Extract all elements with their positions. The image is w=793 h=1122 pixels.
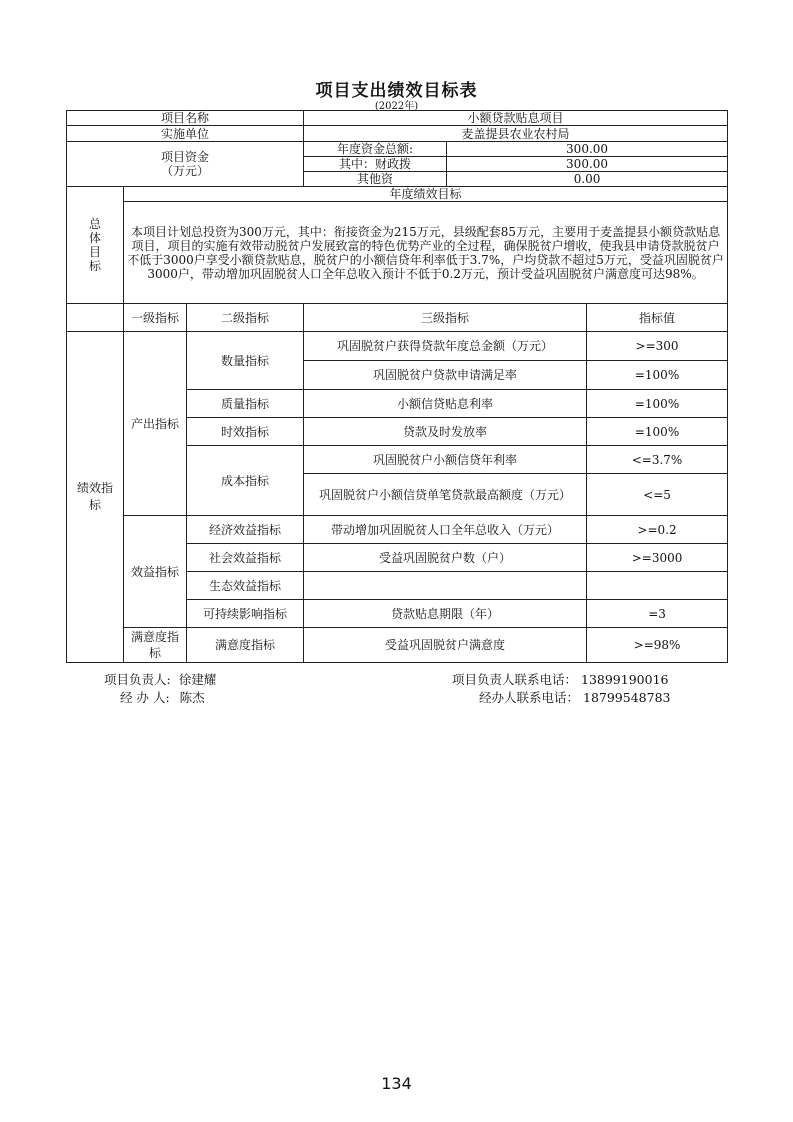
funds-other-label: 其他资 [304,172,447,187]
ecological-sub-label: 生态效益指标 [187,572,304,600]
page-title: 项目支出绩效目标表 [315,81,478,101]
funds-fiscal-value: 300.00 [447,157,728,172]
indicator-name: 巩固脱贫户贷款申请满足率 [304,361,587,390]
overall-header-row [67,187,728,202]
benefit-group-label: 效益指标 [124,516,187,628]
handler-phone-label: 经办人联系电话： [479,690,580,705]
indicator-value: >=0.2 [587,516,728,544]
performance-target-table [66,110,728,663]
table-row [67,516,728,544]
indicator-name: 巩固脱贫户小额信贷单笔贷款最高额度（万元） [304,474,587,516]
unit-label: 实施单位 [67,126,304,142]
overall-target-header: 年度绩效目标 [124,187,728,202]
indicator-value: =100% [587,418,728,446]
indicator-name: 带动增加巩固脱贫人口全年总收入（万元） [304,516,587,544]
indicator-name: 贷款及时发放率 [304,418,587,446]
indicator-name: 巩固脱贫户小额信贷年利率 [304,446,587,474]
blank-header-cell [67,304,124,332]
funds-total-value: 300.00 [447,142,728,157]
project-name-row [67,111,728,126]
level3-header: 三级指标 [304,304,587,332]
satisfaction-sub-label: 满意度指标 [187,628,304,663]
social-sub-label: 社会效益指标 [187,544,304,572]
indicator-value: <=3.7% [587,446,728,474]
leader-phone-line [452,670,668,688]
indicator-value: =3 [587,600,728,628]
funds-total-row [67,142,728,157]
page-number: 134 [381,1074,412,1093]
economic-sub-label: 经济效益指标 [187,516,304,544]
column-header-row [67,304,728,332]
indicator-name: 受益巩固脱贫户数（户） [304,544,587,572]
project-name-value: 小额贷款贴息项目 [304,111,728,126]
indicator-value: >=98% [587,628,728,663]
output-group-label: 产出指标 [124,332,187,516]
year-label: (2022年) [374,101,419,112]
indicator-value [587,572,728,600]
unit-value: 麦盖提县农业农村局 [304,126,728,142]
funds-unit: （万元） [161,164,210,178]
handler-name: 陈杰 [179,690,205,705]
indicator-value: <=5 [587,474,728,516]
overall-char-2: 体 [88,231,101,245]
indicator-section-label [67,332,124,663]
indicator-name [304,572,587,600]
cost-sub-label: 成本指标 [187,446,304,516]
funds-label: 项目资金 [161,150,210,164]
indicator-value: =100% [587,361,728,390]
table-row [67,332,728,361]
project-name-label: 项目名称 [67,111,304,126]
level1-header: 一级指标 [124,304,187,332]
sustainable-sub-label: 可持续影响指标 [187,600,304,628]
leader-phone: 13899190016 [581,672,669,687]
overall-target-text: 本项目计划总投资为300万元，其中：衔接资金为215万元，县级配套85万元，主要用于麦盖提县小额贷款贴息项目，项目的实施有效带动脱贫户发展致富的特色优势产业的全过程，确保脱贫户增收，使我县申请贷款脱贫户不低于3000户享受小额贷款贴息，脱贫户的小额信贷年利率低于3.7%，户均贷款不超过5万元，受益巩固脱贫户3000户，带动增加巩固脱贫人口全年总收入预计不低于0.2万元，预计受益巩固脱贫户满意度可达98%。 [124,202,728,304]
value-header: 指标值 [587,304,728,332]
indicator-name: 受益巩固脱贫户满意度 [304,628,587,663]
funds-other-value: 0.00 [447,172,728,187]
leader-phone-label: 项目负责人联系电话： [452,672,578,687]
funds-fiscal-label: 其中：财政拨 [304,157,447,172]
unit-row [67,126,728,142]
overall-char-4: 标 [88,259,101,273]
quality-sub-label: 质量指标 [187,390,304,418]
timeliness-sub-label: 时效指标 [187,418,304,446]
satisfaction-group-label: 满意度指标 [124,628,187,663]
table-row [67,628,728,663]
overall-target-label [67,187,124,304]
quantity-sub-label: 数量指标 [187,332,304,390]
leader-label: 项目负责人: [104,672,171,687]
indicator-value: >=300 [587,332,728,361]
indicator-name: 巩固脱贫户获得贷款年度总金额（万元） [304,332,587,361]
leader-name: 徐建耀 [178,672,217,687]
level2-header: 二级指标 [187,304,304,332]
leader-line [104,670,216,688]
indicator-name: 贷款贴息期限（年） [304,600,587,628]
overall-text-row [67,202,728,304]
indicator-value: >=3000 [587,544,728,572]
handler-line [120,688,205,706]
funds-total-label: 年度资金总额: [304,142,447,157]
indicator-section-text: 绩效指标 [77,481,114,512]
overall-char-1: 总 [88,217,101,231]
overall-char-3: 目 [88,245,101,259]
handler-phone-line [479,688,670,706]
funds-label-cell [67,142,304,187]
handler-label: 经 办 人: [120,690,170,705]
indicator-name: 小额信贷贴息利率 [304,390,587,418]
indicator-value: =100% [587,390,728,418]
handler-phone: 18799548783 [583,690,671,705]
